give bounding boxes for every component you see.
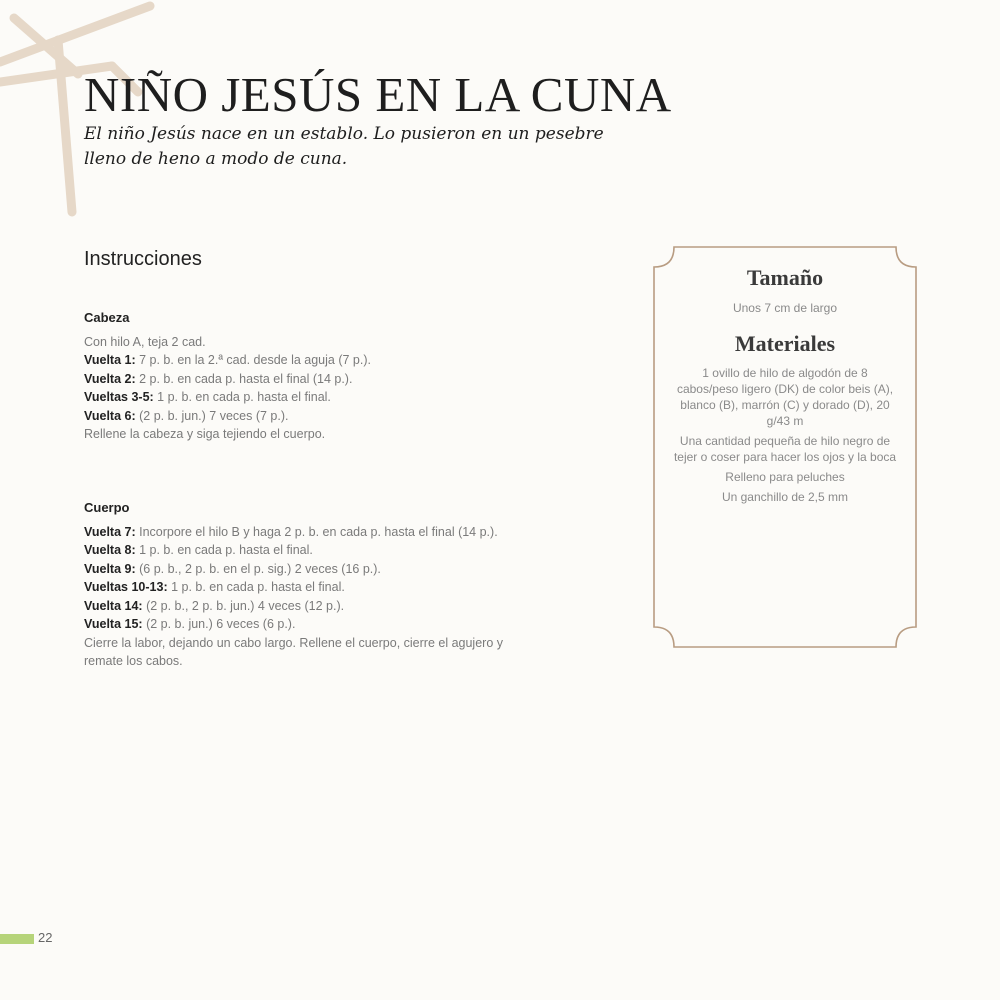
row-text: (2 p. b., 2 p. b. jun.) 4 veces (12 p.). (142, 598, 345, 613)
instruction-row (84, 407, 524, 426)
size-heading: Tamaño (746, 265, 824, 290)
material-item: Un ganchillo de 2,5 mm (721, 490, 849, 504)
page-subtitle: El niño Jesús nace en un establo. Lo pusieron en un pesebre lleno de heno a modo de cuna. (84, 124, 604, 169)
cuerpo-outro: Cierre la labor, dejando un cabo largo. Rellene el cuerpo, cierre el agujero y remate los cabos. (84, 635, 504, 668)
row-label: Vuelta 8: (84, 543, 136, 557)
row-label: Vuelta 2: (84, 371, 136, 386)
row-text: 7 p. b. en la 2.ª cad. desde la aguja (7 p.). (135, 353, 371, 367)
instruction-row (84, 597, 524, 616)
instruction-row (84, 370, 524, 389)
row-label: Vuelta 9: (84, 561, 136, 576)
cabeza-intro: Con hilo A, teja 2 cad. (84, 334, 206, 349)
size-text: Unos 7 cm de largo (732, 301, 838, 315)
cabeza-outro: Rellene la cabeza y siga tejiendo el cuerpo. (84, 427, 326, 441)
instruction-row (84, 541, 524, 560)
materials-box (650, 243, 920, 651)
material-item: Una cantidad pequeña de hilo negro de tejer o coser para hacer los ojos y la boca (673, 434, 897, 464)
row-text: (6 p. b., 2 p. b. en el p. sig.) 2 veces (16 p.). (135, 561, 381, 576)
row-text: Incorpore el hilo B y haga 2 p. b. en cada p. hasta el final (14 p.). (135, 524, 498, 539)
row-text: 1 p. b. en cada p. hasta el final. (167, 580, 345, 594)
row-label: Vuelta 14: (84, 598, 143, 613)
row-text: (2 p. b. jun.) 7 veces (7 p.). (135, 408, 289, 423)
row-text: (2 p. b. jun.) 6 veces (6 p.). (142, 617, 296, 631)
cuerpo-section (84, 499, 524, 671)
instruction-row (84, 615, 524, 634)
instruction-row (84, 523, 524, 542)
row-label: Vueltas 10-13: (84, 580, 168, 594)
material-item: 1 ovillo de hilo de algodón de 8 cabos/peso ligero (DK) de color beis (A), blanco (B), marrón (C) y dorado (D), 20 g/43 m (676, 366, 894, 428)
page-title: NIÑO JESÚS EN LA CUNA (84, 67, 672, 122)
cuerpo-heading: Cuerpo (84, 500, 130, 515)
row-text: 1 p. b. en cada p. hasta el final. (153, 390, 331, 404)
page-accent-bar (0, 934, 34, 944)
material-item: Relleno para peluches (725, 470, 845, 484)
row-label: Vuelta 1: (84, 353, 136, 367)
row-label: Vueltas 3-5: (84, 390, 154, 404)
row-label: Vuelta 15: (84, 617, 143, 631)
row-text: 2 p. b. en cada p. hasta el final (14 p.). (135, 371, 353, 386)
instruction-row (84, 351, 524, 370)
row-text: 1 p. b. en cada p. hasta el final. (135, 543, 313, 557)
row-label: Vuelta 6: (84, 408, 136, 423)
materials-heading: Materiales (734, 331, 836, 356)
instructions-heading: Instrucciones (84, 248, 202, 270)
instruction-row (84, 560, 524, 579)
row-label: Vuelta 7: (84, 524, 136, 539)
cabeza-heading: Cabeza (84, 310, 130, 325)
page-number: 22 (38, 930, 53, 945)
instruction-row (84, 578, 524, 597)
cabeza-section (84, 309, 524, 444)
instruction-row (84, 388, 524, 407)
